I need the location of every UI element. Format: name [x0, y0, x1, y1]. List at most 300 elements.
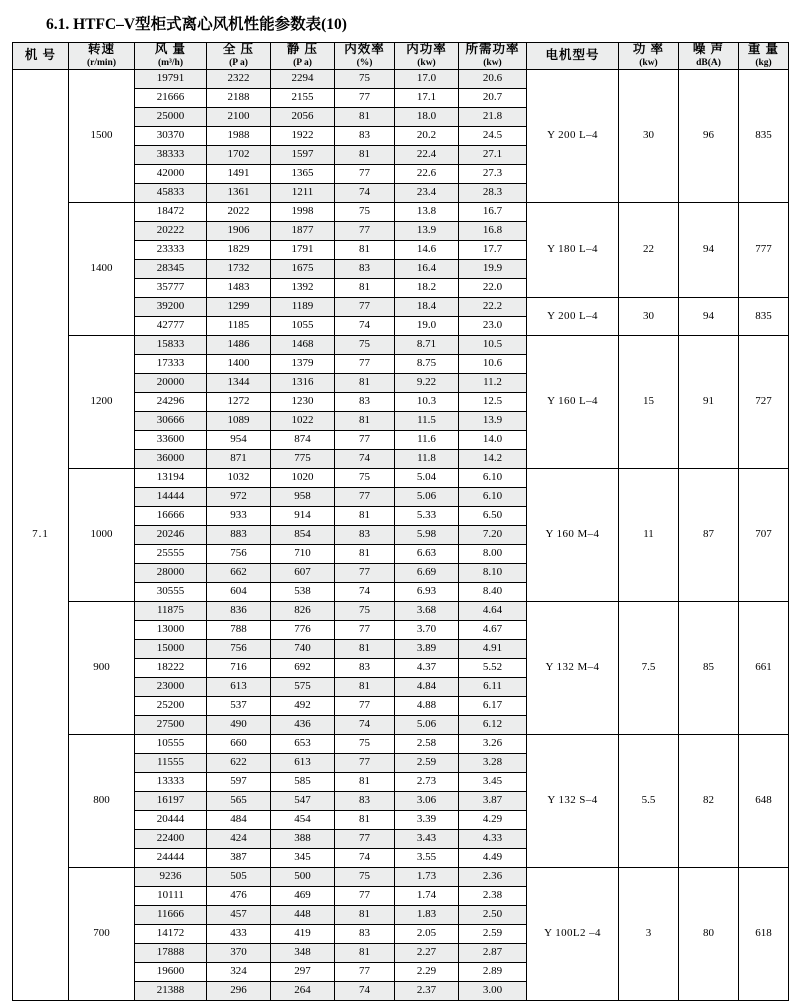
cell-internal-power: 22.4 [395, 146, 459, 165]
cell-efficiency: 77 [335, 963, 395, 982]
cell-static-pressure: 585 [271, 773, 335, 792]
cell-internal-power: 14.6 [395, 241, 459, 260]
cell-required-power: 8.00 [459, 545, 527, 564]
cell-static-pressure: 710 [271, 545, 335, 564]
cell-internal-power: 18.2 [395, 279, 459, 298]
cell-static-pressure: 469 [271, 887, 335, 906]
cell-total-pressure: 883 [207, 526, 271, 545]
cell-required-power: 7.20 [459, 526, 527, 545]
table-row [13, 203, 789, 222]
cell-required-power: 6.50 [459, 507, 527, 526]
cell-required-power: 13.9 [459, 412, 527, 431]
cell-noise: 80 [679, 868, 739, 1001]
cell-static-pressure: 345 [271, 849, 335, 868]
cell-required-power: 27.1 [459, 146, 527, 165]
cell-required-power: 2.50 [459, 906, 527, 925]
cell-flow: 45833 [135, 184, 207, 203]
cell-efficiency: 77 [335, 830, 395, 849]
cell-total-pressure: 565 [207, 792, 271, 811]
column-header-unit: (%) [356, 58, 373, 69]
cell-efficiency: 74 [335, 849, 395, 868]
column-header-title: 机 号 [24, 48, 57, 63]
cell-static-pressure: 1675 [271, 260, 335, 279]
cell-total-pressure: 1089 [207, 412, 271, 431]
cell-static-pressure: 1316 [271, 374, 335, 393]
cell-required-power: 14.0 [459, 431, 527, 450]
cell-total-pressure: 324 [207, 963, 271, 982]
cell-flow: 25555 [135, 545, 207, 564]
cell-speed: 800 [69, 735, 135, 868]
cell-required-power: 2.89 [459, 963, 527, 982]
cell-total-pressure: 2100 [207, 108, 271, 127]
cell-flow: 22400 [135, 830, 207, 849]
cell-static-pressure: 1922 [271, 127, 335, 146]
cell-internal-power: 20.2 [395, 127, 459, 146]
cell-motor-power: 7.5 [619, 602, 679, 735]
cell-internal-power: 4.84 [395, 678, 459, 697]
column-header-unit: (kw) [483, 58, 502, 69]
cell-static-pressure: 492 [271, 697, 335, 716]
column-header-unit: (kg) [755, 58, 772, 69]
cell-static-pressure: 1597 [271, 146, 335, 165]
cell-flow: 15833 [135, 336, 207, 355]
cell-internal-power: 6.69 [395, 564, 459, 583]
cell-internal-power: 2.05 [395, 925, 459, 944]
column-header-title: 功 率 [632, 42, 665, 56]
cell-total-pressure: 660 [207, 735, 271, 754]
cell-efficiency: 83 [335, 792, 395, 811]
cell-total-pressure: 457 [207, 906, 271, 925]
cell-required-power: 23.0 [459, 317, 527, 336]
cell-speed: 900 [69, 602, 135, 735]
cell-total-pressure: 871 [207, 450, 271, 469]
cell-noise: 87 [679, 469, 739, 602]
cell-flow: 18472 [135, 203, 207, 222]
cell-static-pressure: 1020 [271, 469, 335, 488]
cell-motor-power: 5.5 [619, 735, 679, 868]
column-header-11 [739, 43, 789, 70]
cell-internal-power: 18.4 [395, 298, 459, 317]
cell-static-pressure: 740 [271, 640, 335, 659]
cell-flow: 14172 [135, 925, 207, 944]
column-header-0 [13, 43, 69, 70]
cell-flow: 35777 [135, 279, 207, 298]
cell-static-pressure: 1998 [271, 203, 335, 222]
cell-required-power: 28.3 [459, 184, 527, 203]
cell-efficiency: 75 [335, 469, 395, 488]
cell-flow: 28000 [135, 564, 207, 583]
cell-flow: 9236 [135, 868, 207, 887]
cell-internal-power: 2.29 [395, 963, 459, 982]
column-header-title: 电机型号 [545, 48, 600, 63]
cell-weight: 661 [739, 602, 789, 735]
cell-internal-power: 3.06 [395, 792, 459, 811]
column-header-title: 风 量 [154, 42, 187, 56]
cell-static-pressure: 1230 [271, 393, 335, 412]
cell-efficiency: 74 [335, 184, 395, 203]
cell-total-pressure: 1032 [207, 469, 271, 488]
cell-noise: 82 [679, 735, 739, 868]
cell-noise: 94 [679, 203, 739, 298]
cell-total-pressure: 2322 [207, 70, 271, 89]
cell-required-power: 2.87 [459, 944, 527, 963]
cell-static-pressure: 419 [271, 925, 335, 944]
cell-internal-power: 5.06 [395, 488, 459, 507]
cell-total-pressure: 622 [207, 754, 271, 773]
cell-motor-power: 3 [619, 868, 679, 1001]
cell-total-pressure: 1361 [207, 184, 271, 203]
column-header-unit: (P a) [229, 58, 248, 69]
cell-required-power: 4.33 [459, 830, 527, 849]
cell-efficiency: 83 [335, 260, 395, 279]
column-header-unit: (r/min) [86, 58, 117, 69]
cell-total-pressure: 1906 [207, 222, 271, 241]
cell-required-power: 10.5 [459, 336, 527, 355]
cell-static-pressure: 2056 [271, 108, 335, 127]
cell-efficiency: 77 [335, 298, 395, 317]
cell-weight: 707 [739, 469, 789, 602]
cell-required-power: 3.45 [459, 773, 527, 792]
cell-required-power: 24.5 [459, 127, 527, 146]
cell-internal-power: 22.6 [395, 165, 459, 184]
cell-flow: 13194 [135, 469, 207, 488]
cell-static-pressure: 914 [271, 507, 335, 526]
cell-efficiency: 77 [335, 89, 395, 108]
cell-total-pressure: 756 [207, 640, 271, 659]
cell-required-power: 22.2 [459, 298, 527, 317]
column-header-6 [395, 43, 459, 70]
cell-static-pressure: 436 [271, 716, 335, 735]
cell-weight: 648 [739, 735, 789, 868]
cell-flow: 25000 [135, 108, 207, 127]
cell-model-no: 7.1 [13, 70, 69, 1001]
cell-motor-model: Y 132 M–4 [527, 602, 619, 735]
cell-motor-model: Y 200 L–4 [527, 70, 619, 203]
column-header-4 [271, 43, 335, 70]
cell-flow: 36000 [135, 450, 207, 469]
cell-internal-power: 4.37 [395, 659, 459, 678]
cell-required-power: 11.2 [459, 374, 527, 393]
cell-weight: 777 [739, 203, 789, 298]
cell-efficiency: 75 [335, 70, 395, 89]
cell-static-pressure: 1189 [271, 298, 335, 317]
column-header-title: 内功率 [406, 42, 447, 56]
cell-motor-power: 15 [619, 336, 679, 469]
column-header-10 [679, 43, 739, 70]
cell-flow: 16197 [135, 792, 207, 811]
cell-static-pressure: 575 [271, 678, 335, 697]
cell-weight: 835 [739, 298, 789, 336]
cell-noise: 91 [679, 336, 739, 469]
cell-required-power: 6.17 [459, 697, 527, 716]
cell-internal-power: 1.73 [395, 868, 459, 887]
cell-total-pressure: 2022 [207, 203, 271, 222]
column-header-3 [207, 43, 271, 70]
cell-internal-power: 8.71 [395, 336, 459, 355]
cell-total-pressure: 1732 [207, 260, 271, 279]
cell-internal-power: 13.9 [395, 222, 459, 241]
cell-static-pressure: 2155 [271, 89, 335, 108]
cell-required-power: 14.2 [459, 450, 527, 469]
cell-total-pressure: 1185 [207, 317, 271, 336]
cell-flow: 13333 [135, 773, 207, 792]
cell-static-pressure: 348 [271, 944, 335, 963]
column-header-unit: dB(A) [696, 58, 721, 69]
table-row [13, 336, 789, 355]
cell-efficiency: 81 [335, 944, 395, 963]
cell-internal-power: 1.74 [395, 887, 459, 906]
cell-internal-power: 23.4 [395, 184, 459, 203]
cell-required-power: 4.64 [459, 602, 527, 621]
cell-total-pressure: 490 [207, 716, 271, 735]
cell-motor-model: Y 180 L–4 [527, 203, 619, 298]
cell-efficiency: 81 [335, 374, 395, 393]
cell-internal-power: 5.06 [395, 716, 459, 735]
cell-efficiency: 83 [335, 393, 395, 412]
cell-internal-power: 11.6 [395, 431, 459, 450]
cell-required-power: 20.6 [459, 70, 527, 89]
cell-internal-power: 11.5 [395, 412, 459, 431]
cell-efficiency: 81 [335, 412, 395, 431]
cell-total-pressure: 537 [207, 697, 271, 716]
cell-total-pressure: 756 [207, 545, 271, 564]
cell-efficiency: 74 [335, 450, 395, 469]
cell-efficiency: 83 [335, 526, 395, 545]
cell-static-pressure: 826 [271, 602, 335, 621]
cell-required-power: 12.5 [459, 393, 527, 412]
cell-efficiency: 74 [335, 716, 395, 735]
cell-static-pressure: 1211 [271, 184, 335, 203]
cell-internal-power: 4.88 [395, 697, 459, 716]
cell-required-power: 21.8 [459, 108, 527, 127]
cell-efficiency: 77 [335, 887, 395, 906]
cell-required-power: 16.8 [459, 222, 527, 241]
column-header-7 [459, 43, 527, 70]
cell-total-pressure: 296 [207, 982, 271, 1001]
cell-total-pressure: 662 [207, 564, 271, 583]
cell-flow: 20246 [135, 526, 207, 545]
cell-total-pressure: 716 [207, 659, 271, 678]
cell-required-power: 20.7 [459, 89, 527, 108]
cell-flow: 42777 [135, 317, 207, 336]
cell-internal-power: 2.37 [395, 982, 459, 1001]
cell-static-pressure: 1022 [271, 412, 335, 431]
cell-static-pressure: 538 [271, 583, 335, 602]
cell-flow: 30666 [135, 412, 207, 431]
cell-efficiency: 77 [335, 431, 395, 450]
cell-static-pressure: 1392 [271, 279, 335, 298]
cell-static-pressure: 1379 [271, 355, 335, 374]
cell-required-power: 2.59 [459, 925, 527, 944]
cell-static-pressure: 1055 [271, 317, 335, 336]
cell-static-pressure: 874 [271, 431, 335, 450]
cell-static-pressure: 547 [271, 792, 335, 811]
cell-flow: 30555 [135, 583, 207, 602]
cell-flow: 10111 [135, 887, 207, 906]
cell-efficiency: 74 [335, 317, 395, 336]
cell-efficiency: 77 [335, 165, 395, 184]
cell-required-power: 8.10 [459, 564, 527, 583]
cell-efficiency: 74 [335, 583, 395, 602]
column-header-5 [335, 43, 395, 70]
table-row [13, 469, 789, 488]
column-header-8 [527, 43, 619, 70]
cell-efficiency: 77 [335, 697, 395, 716]
cell-flow: 30370 [135, 127, 207, 146]
cell-efficiency: 75 [335, 735, 395, 754]
cell-internal-power: 2.27 [395, 944, 459, 963]
cell-total-pressure: 1702 [207, 146, 271, 165]
column-header-title: 噪 声 [692, 42, 725, 56]
cell-required-power: 5.52 [459, 659, 527, 678]
cell-required-power: 3.28 [459, 754, 527, 773]
cell-speed: 1500 [69, 70, 135, 203]
cell-internal-power: 9.22 [395, 374, 459, 393]
cell-static-pressure: 454 [271, 811, 335, 830]
cell-required-power: 3.87 [459, 792, 527, 811]
column-header-2 [135, 43, 207, 70]
cell-total-pressure: 476 [207, 887, 271, 906]
cell-motor-model: Y 100L2 –4 [527, 868, 619, 1001]
cell-flow: 23333 [135, 241, 207, 260]
cell-efficiency: 81 [335, 241, 395, 260]
cell-total-pressure: 1272 [207, 393, 271, 412]
cell-required-power: 2.38 [459, 887, 527, 906]
cell-required-power: 6.10 [459, 469, 527, 488]
cell-static-pressure: 607 [271, 564, 335, 583]
cell-flow: 18222 [135, 659, 207, 678]
cell-flow: 23000 [135, 678, 207, 697]
cell-total-pressure: 484 [207, 811, 271, 830]
cell-internal-power: 6.63 [395, 545, 459, 564]
cell-static-pressure: 854 [271, 526, 335, 545]
cell-internal-power: 17.0 [395, 70, 459, 89]
cell-total-pressure: 972 [207, 488, 271, 507]
column-header-title: 重 量 [747, 42, 780, 56]
cell-required-power: 3.26 [459, 735, 527, 754]
cell-internal-power: 17.1 [395, 89, 459, 108]
cell-flow: 24296 [135, 393, 207, 412]
cell-required-power: 22.0 [459, 279, 527, 298]
cell-efficiency: 81 [335, 773, 395, 792]
column-header-unit: (P a) [293, 58, 312, 69]
table-row [13, 602, 789, 621]
cell-internal-power: 13.8 [395, 203, 459, 222]
cell-total-pressure: 505 [207, 868, 271, 887]
cell-required-power: 16.7 [459, 203, 527, 222]
cell-total-pressure: 387 [207, 849, 271, 868]
cell-internal-power: 3.39 [395, 811, 459, 830]
cell-flow: 20000 [135, 374, 207, 393]
cell-static-pressure: 653 [271, 735, 335, 754]
cell-static-pressure: 388 [271, 830, 335, 849]
cell-total-pressure: 433 [207, 925, 271, 944]
cell-flow: 21388 [135, 982, 207, 1001]
cell-total-pressure: 1491 [207, 165, 271, 184]
cell-required-power: 4.49 [459, 849, 527, 868]
cell-internal-power: 16.4 [395, 260, 459, 279]
cell-internal-power: 11.8 [395, 450, 459, 469]
cell-efficiency: 81 [335, 507, 395, 526]
cell-speed: 1200 [69, 336, 135, 469]
cell-efficiency: 83 [335, 127, 395, 146]
column-header-unit: (kw) [639, 58, 658, 69]
cell-internal-power: 2.58 [395, 735, 459, 754]
cell-static-pressure: 264 [271, 982, 335, 1001]
column-header-title: 全 压 [222, 42, 255, 56]
cell-static-pressure: 1877 [271, 222, 335, 241]
cell-flow: 24444 [135, 849, 207, 868]
cell-total-pressure: 2188 [207, 89, 271, 108]
cell-flow: 25200 [135, 697, 207, 716]
cell-total-pressure: 597 [207, 773, 271, 792]
cell-flow: 15000 [135, 640, 207, 659]
cell-internal-power: 8.75 [395, 355, 459, 374]
cell-flow: 39200 [135, 298, 207, 317]
cell-required-power: 4.91 [459, 640, 527, 659]
cell-flow: 20444 [135, 811, 207, 830]
cell-motor-model: Y 160 L–4 [527, 336, 619, 469]
cell-internal-power: 6.93 [395, 583, 459, 602]
cell-motor-model: Y 132 S–4 [527, 735, 619, 868]
table-row [13, 735, 789, 754]
cell-noise: 96 [679, 70, 739, 203]
cell-static-pressure: 448 [271, 906, 335, 925]
cell-static-pressure: 613 [271, 754, 335, 773]
cell-efficiency: 75 [335, 203, 395, 222]
cell-flow: 28345 [135, 260, 207, 279]
cell-efficiency: 75 [335, 868, 395, 887]
cell-required-power: 19.9 [459, 260, 527, 279]
cell-internal-power: 2.73 [395, 773, 459, 792]
cell-motor-power: 30 [619, 70, 679, 203]
cell-total-pressure: 1486 [207, 336, 271, 355]
cell-efficiency: 83 [335, 925, 395, 944]
cell-total-pressure: 1400 [207, 355, 271, 374]
cell-motor-power: 11 [619, 469, 679, 602]
column-header-9 [619, 43, 679, 70]
table-row [13, 70, 789, 89]
cell-efficiency: 81 [335, 545, 395, 564]
cell-flow: 17888 [135, 944, 207, 963]
cell-motor-power: 30 [619, 298, 679, 336]
cell-total-pressure: 424 [207, 830, 271, 849]
cell-required-power: 17.7 [459, 241, 527, 260]
cell-static-pressure: 692 [271, 659, 335, 678]
table-header-row [13, 43, 789, 70]
cell-efficiency: 77 [335, 488, 395, 507]
cell-static-pressure: 1791 [271, 241, 335, 260]
cell-motor-power: 22 [619, 203, 679, 298]
cell-flow: 11555 [135, 754, 207, 773]
cell-flow: 14444 [135, 488, 207, 507]
cell-required-power: 6.10 [459, 488, 527, 507]
cell-internal-power: 3.70 [395, 621, 459, 640]
cell-total-pressure: 613 [207, 678, 271, 697]
cell-required-power: 10.6 [459, 355, 527, 374]
cell-flow: 20222 [135, 222, 207, 241]
cell-efficiency: 77 [335, 222, 395, 241]
cell-efficiency: 74 [335, 982, 395, 1001]
cell-speed: 1400 [69, 203, 135, 336]
cell-efficiency: 81 [335, 146, 395, 165]
cell-static-pressure: 297 [271, 963, 335, 982]
cell-total-pressure: 1483 [207, 279, 271, 298]
column-header-1 [69, 43, 135, 70]
cell-internal-power: 3.89 [395, 640, 459, 659]
cell-required-power: 4.67 [459, 621, 527, 640]
cell-efficiency: 81 [335, 108, 395, 127]
